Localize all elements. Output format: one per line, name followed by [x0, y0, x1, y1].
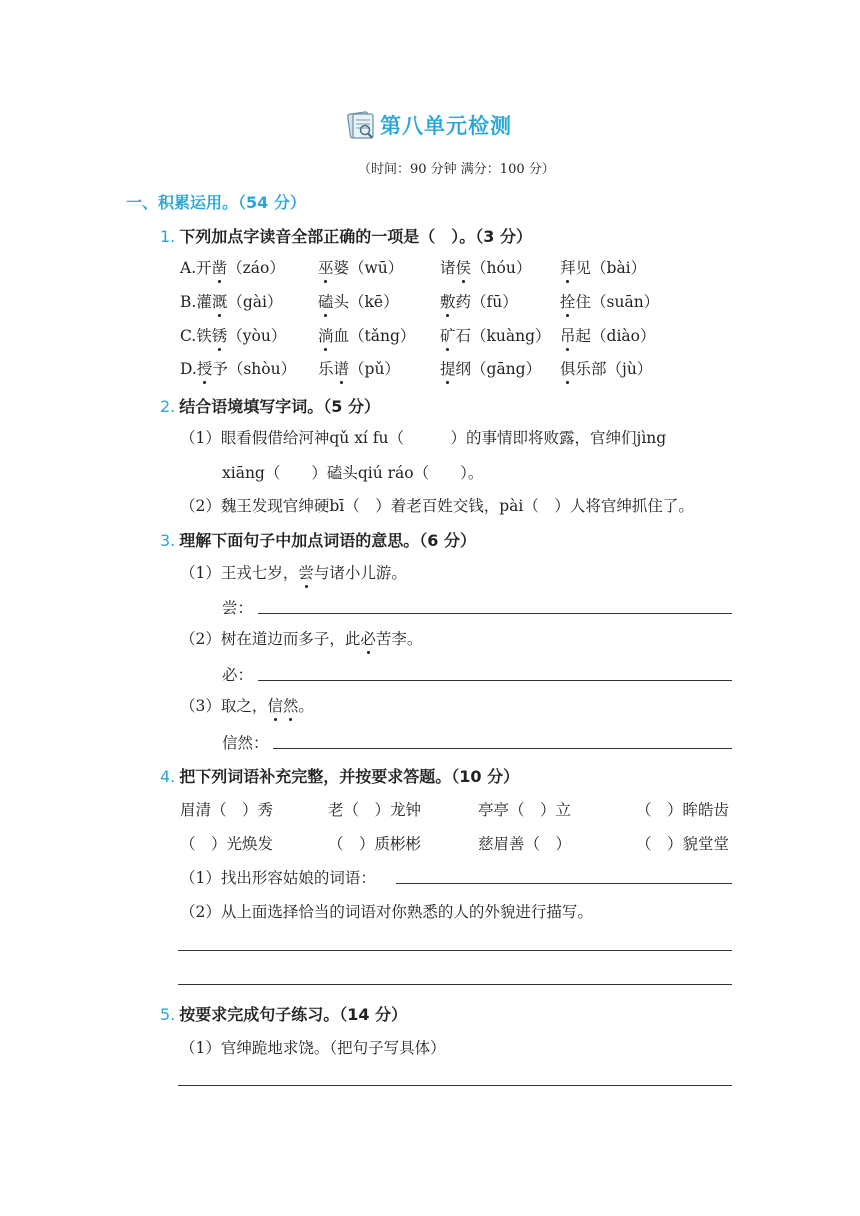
question-5-heading: [160, 1002, 407, 1025]
q5-sub-1: （1）官绅跪地求饶。（把句子写具体）: [180, 1039, 446, 1057]
option-text: （yòu）: [227, 327, 287, 345]
sentence-text: 与诸小儿游。: [313, 564, 407, 582]
dotted-char: 侯: [455, 259, 472, 277]
dotted-char: 矿: [440, 327, 456, 345]
question-1-heading: [160, 224, 532, 247]
option-text: B.灌: [180, 293, 212, 311]
option-item: [440, 324, 551, 346]
option-text: （pǔ）: [349, 360, 400, 378]
question-number: 1.: [160, 227, 176, 246]
question-text: 理解下面句子中加点词语的意思。（6 分）: [179, 531, 476, 550]
page-header: [346, 110, 512, 140]
word-item: 老（ ）龙钟: [328, 801, 422, 819]
option-text: 予（shòu）: [212, 360, 297, 378]
q2-line-3: （2）魏王发现官绅硬bī（ ）着老百姓交钱，pài（ ）人将官绅抓住了。: [180, 497, 694, 515]
option-item: [318, 357, 400, 379]
option-text: 药（fū）: [455, 293, 518, 311]
dotted-char: 然: [282, 697, 299, 715]
answer-line[interactable]: [178, 1085, 732, 1086]
page-subtitle: （时间：90 分钟 满分：100 分）: [358, 162, 555, 177]
sentence-text: 。: [298, 697, 314, 715]
dotted-char: 提: [440, 360, 456, 378]
option-item: [318, 256, 403, 278]
option-text: 乐: [318, 360, 334, 378]
dotted-char: 尝: [298, 564, 314, 582]
option-text: 乐部（jù）: [575, 360, 653, 378]
option-text: 起（diào）: [575, 327, 656, 345]
dotted-char: 锈: [211, 327, 228, 345]
word-item: 亭亭（ ）立: [478, 801, 572, 819]
answer-line[interactable]: [273, 748, 732, 749]
page-title: 第八单元检测: [380, 114, 512, 138]
question-3-heading: [160, 528, 476, 551]
option-text: A.开: [180, 259, 212, 277]
option-item: [440, 290, 518, 312]
word-item: 慈眉善（ ）: [478, 835, 572, 853]
q3-answer-label-2: 必：: [222, 666, 254, 684]
dotted-char: 吊: [560, 327, 576, 345]
answer-line[interactable]: [258, 613, 732, 614]
q3-answer-label-3: 信然：: [222, 734, 269, 752]
q3-sentence-1: [180, 561, 407, 583]
option-text: D.: [180, 360, 197, 378]
option-item: [180, 324, 286, 346]
question-number: 3.: [160, 531, 176, 550]
option-text: 石（kuàng）: [455, 327, 551, 345]
option-item: [180, 256, 285, 278]
question-text: 结合语境填写字词。（5 分）: [179, 397, 380, 416]
dotted-char: 授: [196, 360, 213, 378]
sentence-text: （1）王戎七岁，: [180, 564, 299, 582]
dotted-char: 拴: [560, 293, 576, 311]
option-item: [318, 290, 399, 312]
option-text: 诸: [440, 259, 456, 277]
option-text: 纲（gāng）: [455, 360, 542, 378]
notebook-icon: [346, 110, 376, 140]
dotted-char: 拜: [560, 259, 576, 277]
question-4-heading: [160, 764, 519, 787]
word-item: （ ）光焕发: [180, 835, 274, 853]
dotted-char: 俱: [560, 360, 576, 378]
option-item: [560, 290, 659, 312]
question-text: 下列加点字读音全部正确的一项是（ ）。（3 分）: [179, 227, 532, 246]
q4-sub-2: （2）从上面选择恰当的词语对你熟悉的人的外貌进行描写。: [180, 903, 593, 921]
option-item: [180, 290, 282, 312]
answer-line[interactable]: [258, 680, 732, 681]
q2-line-1: （1）眼看假借给河神qǔ xí fu（ ）的事情即将败露，官绅们jìng: [180, 429, 667, 447]
question-2-heading: [160, 394, 380, 417]
answer-line[interactable]: [178, 950, 732, 951]
answer-line[interactable]: [396, 883, 732, 884]
option-text: 住（suān）: [575, 293, 660, 311]
option-text: C.铁: [180, 327, 212, 345]
word-item: （ ）貌堂堂: [636, 835, 730, 853]
option-text: 婆（wū）: [333, 259, 404, 277]
word-item: 眉清（ ）秀: [180, 801, 274, 819]
option-item: [440, 357, 541, 379]
option-item: [180, 357, 296, 379]
option-item: [318, 324, 415, 346]
option-text: 见（bài）: [575, 259, 647, 277]
dotted-char: 信: [267, 697, 283, 715]
q3-answer-label-1: 尝：: [222, 599, 254, 617]
question-number: 4.: [160, 767, 176, 786]
option-item: [560, 357, 652, 379]
question-number: 2.: [160, 397, 176, 416]
question-text: 把下列词语补充完整，并按要求答题。（10 分）: [179, 767, 520, 786]
q3-sentence-2: [180, 627, 422, 649]
q2-line-2: xiāng（ ）磕头qiú ráo（ ）。: [222, 464, 484, 482]
option-item: [560, 256, 646, 278]
word-item: （ ）质彬彬: [328, 835, 422, 853]
dotted-char: 必: [360, 630, 376, 648]
option-text: （hóu）: [471, 259, 532, 277]
option-item: [440, 256, 531, 278]
option-text: 血（tǎng）: [333, 327, 416, 345]
section-title: 一、积累运用。（54 分）: [126, 193, 306, 212]
sentence-text: 苦李。: [375, 630, 423, 648]
option-text: （záo）: [227, 259, 285, 277]
question-text: 按要求完成句子练习。（14 分）: [179, 1005, 408, 1024]
q4-sub-1: （1）找出形容姑娘的词语：: [180, 869, 376, 887]
option-item: [560, 324, 655, 346]
option-text: 头（kē）: [333, 293, 399, 311]
question-number: 5.: [160, 1005, 176, 1024]
dotted-char: 溉: [211, 293, 228, 311]
dotted-char: 谱: [333, 360, 350, 378]
dotted-char: 巫: [318, 259, 334, 277]
sentence-text: （2）树在道边而多子，此: [180, 630, 361, 648]
option-text: （gài）: [227, 293, 283, 311]
dotted-char: 磕: [318, 293, 334, 311]
word-item: （ ）眸皓齿: [636, 801, 730, 819]
dotted-char: 敷: [440, 293, 456, 311]
sentence-text: （3）取之，: [180, 697, 268, 715]
q3-sentence-3: [180, 694, 314, 716]
dotted-char: 淌: [318, 327, 334, 345]
dotted-char: 凿: [211, 259, 228, 277]
answer-line[interactable]: [178, 984, 732, 985]
